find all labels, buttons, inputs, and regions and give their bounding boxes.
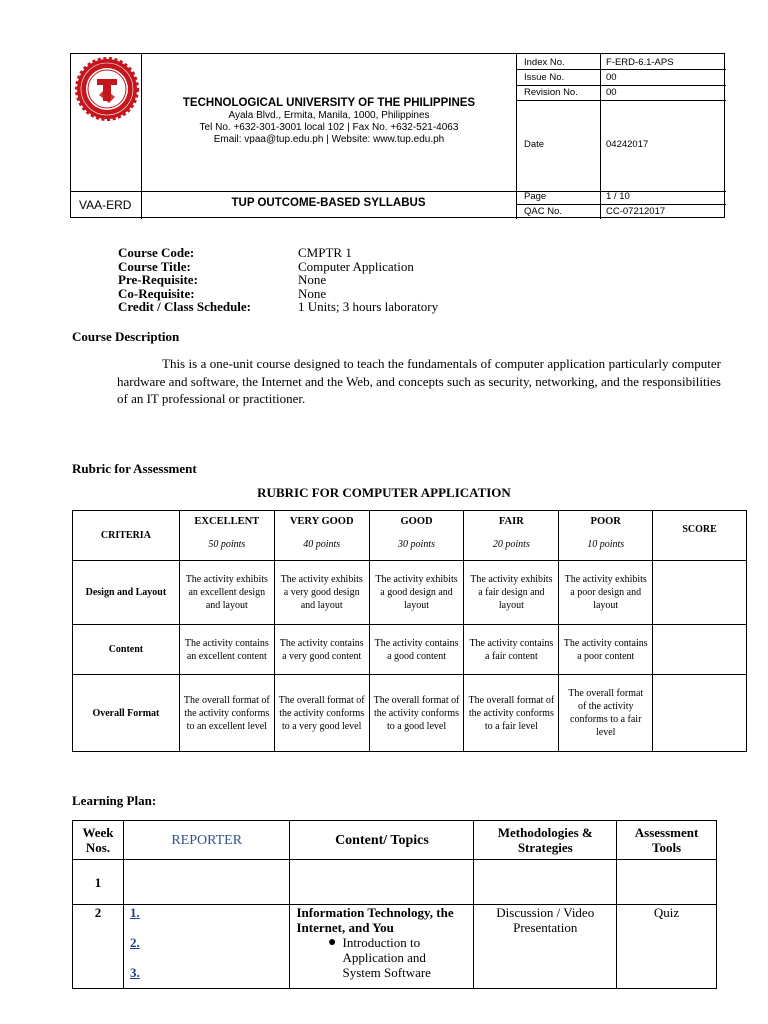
assessment-header: Assessment Tools [617, 821, 717, 860]
university-info [127, 97, 531, 146]
rubric-cell: The overall format of the activity conforms to a good level [369, 675, 464, 752]
score-cell[interactable] [653, 625, 747, 675]
level-good: GOOD 30 points [369, 511, 464, 561]
rubric-cell: The activity exhibits a poor design and layout [559, 561, 653, 625]
bullet-icon: ● [328, 935, 337, 950]
date-value: 04242017 [606, 139, 649, 150]
topic-title: Information Technology, the Internet, and You [296, 905, 454, 935]
week-header: Week Nos. [73, 821, 124, 860]
rubric-cell: The activity exhibits a fair design and layout [464, 561, 559, 625]
page-label: Page [524, 191, 547, 202]
credit-value: 1 Units; 3 hours laboratory [298, 299, 439, 315]
rubric-cell: The activity contains a poor content [559, 625, 653, 675]
level-poor: POOR 10 points [559, 511, 653, 561]
learning-plan-heading: Learning Plan: [72, 793, 157, 808]
document-header [70, 53, 725, 218]
rubric-cell: The overall format of the activity conforms to a fair level [559, 675, 653, 752]
rubric-cell: The activity contains a fair content [464, 625, 559, 675]
revision-label: Revision No. [524, 87, 578, 98]
methodologies-header: Methodologies & Strategies [474, 821, 617, 860]
topic-cell [290, 860, 474, 905]
plan-header-row [73, 821, 717, 860]
course-title-value: Computer Application [298, 258, 414, 274]
rubric-row [73, 561, 747, 625]
topics-header: Content/ Topics [290, 821, 474, 860]
rubric-cell: The activity exhibits an excellent design and layout [179, 561, 274, 625]
course-code-label: Course Code: [118, 245, 195, 260]
doc-title: TUP OUTCOME-BASED SYLLABUS [231, 197, 426, 209]
revision-value: 00 [606, 87, 617, 98]
tool-cell [617, 860, 717, 905]
week-number: 1 [73, 860, 124, 905]
criteria-header: CRITERIA [73, 511, 180, 561]
index-value: F-ERD-6.1-APS [606, 57, 674, 68]
university-address: Ayala Blvd., Ermita, Manila, 1000, Philippines [228, 110, 430, 121]
qac-label: QAC No. [524, 206, 563, 217]
rubric-cell: The activity exhibits a very good design and layout [274, 561, 369, 625]
reporter-link-1[interactable]: 1. [129, 905, 140, 920]
university-phone: Tel No. +632-301-3001 local 102 | Fax No. +632-521-4063 [199, 122, 459, 133]
topic-bullet-item [296, 935, 467, 980]
rubric-cell: The overall format of the activity conforms to a fair level [464, 675, 559, 752]
plan-row [73, 905, 717, 989]
learning-plan-table [72, 820, 717, 989]
rubric-cell: The activity contains a very good content [274, 625, 369, 675]
score-cell[interactable] [653, 675, 747, 752]
university-name: TECHNOLOGICAL UNIVERSITY OF THE PHILIPPINES [182, 97, 476, 109]
level-excellent: EXCELLENT 50 points [179, 511, 274, 561]
level-fair: FAIR 20 points [464, 511, 559, 561]
score-header: SCORE [653, 511, 747, 561]
topic-cell [290, 905, 474, 989]
reporter-link-2[interactable]: 2. [129, 935, 140, 950]
rubric-heading: Rubric for Assessment [72, 461, 197, 476]
course-info [118, 246, 438, 314]
university-email: Email: vpaa@tup.edu.ph | Website: www.tup.edu.ph [213, 134, 445, 145]
course-description-heading: Course Description [72, 329, 180, 344]
reporter-link-3[interactable]: 3. [129, 965, 140, 980]
rubric-cell: The activity contains a good content [369, 625, 464, 675]
course-description-text: This is a one-unit course designed to teach the fundamentals of computer application particularly computer hardware and software, the Internet and the Web, and concepts such as security, networking, and the responsibilities of an IT professional or practitioner. [117, 356, 721, 406]
method-cell: Discussion / Video Presentation [474, 905, 617, 989]
criteria-content: Content [73, 625, 180, 675]
date-label: Date [524, 139, 545, 150]
prerequisite-value: None [298, 272, 327, 288]
qac-value: CC-07212017 [606, 206, 666, 217]
course-code-value: CMPTR 1 [298, 245, 352, 260]
rubric-cell: The activity exhibits a good design and layout [369, 561, 464, 625]
dept-code: VAA-ERD [79, 198, 132, 212]
corequisite-label: Co-Requisite: [118, 285, 195, 301]
criteria-overall-format: Overall Format [73, 675, 180, 752]
rubric-header-row [73, 511, 747, 561]
criteria-design-layout: Design and Layout [73, 561, 180, 625]
reporter-cell [123, 905, 290, 989]
method-cell [474, 860, 617, 905]
level-very-good: VERY GOOD 40 points [274, 511, 369, 561]
page-value: 1 / 10 [606, 191, 630, 202]
rubric-cell: The overall format of the activity conforms to an excellent level [179, 675, 274, 752]
score-cell[interactable] [653, 561, 747, 625]
tool-cell: Quiz [617, 905, 717, 989]
week-number: 2 [73, 905, 124, 989]
rubric-row [73, 675, 747, 752]
prerequisite-label: Pre-Requisite: [118, 272, 198, 288]
credit-label: Credit / Class Schedule: [118, 299, 252, 315]
course-title-label: Course Title: [118, 258, 191, 274]
rubric-title: RUBRIC FOR COMPUTER APPLICATION [257, 485, 511, 500]
topic-bullet-text: Introduction to Application and System Software [342, 935, 431, 980]
rubric-table [72, 510, 747, 752]
issue-value: 00 [606, 72, 617, 83]
issue-label: Issue No. [524, 72, 565, 83]
index-label: Index No. [524, 57, 565, 68]
rubric-cell: The overall format of the activity conforms to a very good level [274, 675, 369, 752]
reporter-header: REPORTER [123, 821, 290, 860]
rubric-cell: The activity contains an excellent content [179, 625, 274, 675]
rubric-row [73, 625, 747, 675]
corequisite-value: None [298, 285, 327, 301]
